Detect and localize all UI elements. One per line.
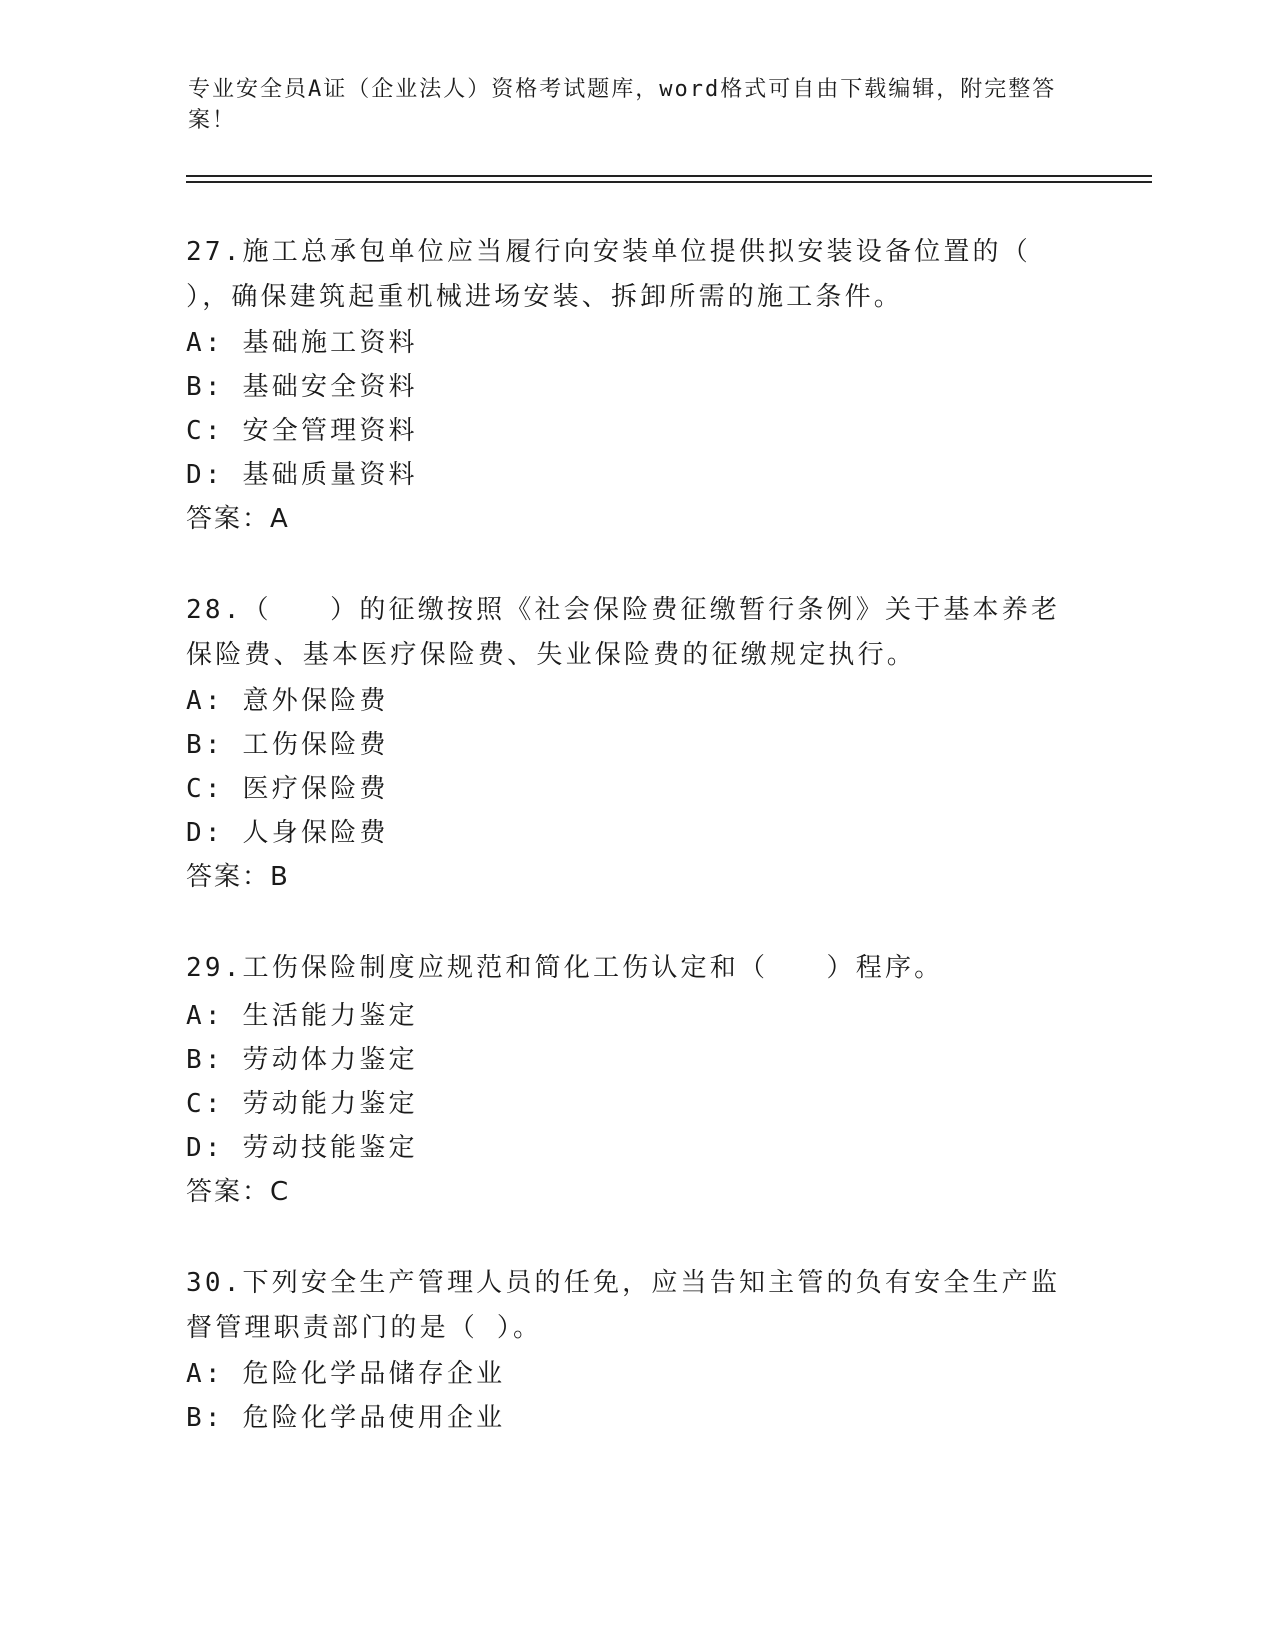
question-29-stem: 29.工伤保险制度应规范和简化工伤认定和（ ）程序。 bbox=[186, 953, 944, 983]
answer-label: 答案： bbox=[186, 1177, 271, 1207]
question-29-option-d: D: 劳动技能鉴定 bbox=[186, 1133, 418, 1163]
question-27-stem: 27.施工总承包单位应当履行向安装单位提供拟安装设备位置的（ ），确保建筑起重机械进场安装、拆卸所需的施工条件。 bbox=[186, 237, 1031, 312]
answer-value: C bbox=[270, 1177, 290, 1207]
question-28-option-d: D: 人身保险费 bbox=[186, 818, 389, 848]
question-30-option-a: A: 危险化学品储存企业 bbox=[186, 1359, 506, 1389]
question-30-stem: 30.下列安全生产管理人员的任免，应当告知主管的负有安全生产监督管理职责部门的是（ ）。 bbox=[186, 1268, 1061, 1343]
question-28-stem: 28.（ ）的征缴按照《社会保险费征缴暂行条例》关于基本养老保险费、基本医疗保险费、失业保险费的征缴规定执行。 bbox=[186, 595, 1061, 670]
question-29-option-b: B: 劳动体力鉴定 bbox=[186, 1045, 418, 1075]
header-divider-top bbox=[186, 175, 1152, 177]
question-30-option-b: B: 危险化学品使用企业 bbox=[186, 1403, 506, 1433]
answer-value: B bbox=[270, 862, 289, 892]
question-28-option-b: B: 工伤保险费 bbox=[186, 730, 389, 760]
question-28-option-c: C: 医疗保险费 bbox=[186, 774, 389, 804]
question-28-option-a: A: 意外保险费 bbox=[186, 686, 389, 716]
question-27-answer bbox=[186, 501, 289, 537]
answer-label: 答案： bbox=[186, 862, 271, 892]
question-28-answer bbox=[186, 859, 289, 895]
question-29-option-c: C: 劳动能力鉴定 bbox=[186, 1089, 418, 1119]
answer-label: 答案： bbox=[186, 504, 271, 534]
header-divider-bottom bbox=[186, 181, 1152, 183]
question-27-option-a: A: 基础施工资料 bbox=[186, 328, 418, 358]
answer-value: A bbox=[270, 504, 289, 534]
question-27-option-b: B: 基础安全资料 bbox=[186, 372, 418, 402]
question-27-option-d: D: 基础质量资料 bbox=[186, 460, 418, 490]
question-29-option-a: A: 生活能力鉴定 bbox=[186, 1001, 418, 1031]
question-27-option-c: C: 安全管理资料 bbox=[186, 416, 418, 446]
document-header: 专业安全员A证（企业法人）资格考试题库，word格式可自由下载编辑，附完整答案！ bbox=[188, 77, 1057, 133]
question-29-answer bbox=[186, 1174, 289, 1210]
